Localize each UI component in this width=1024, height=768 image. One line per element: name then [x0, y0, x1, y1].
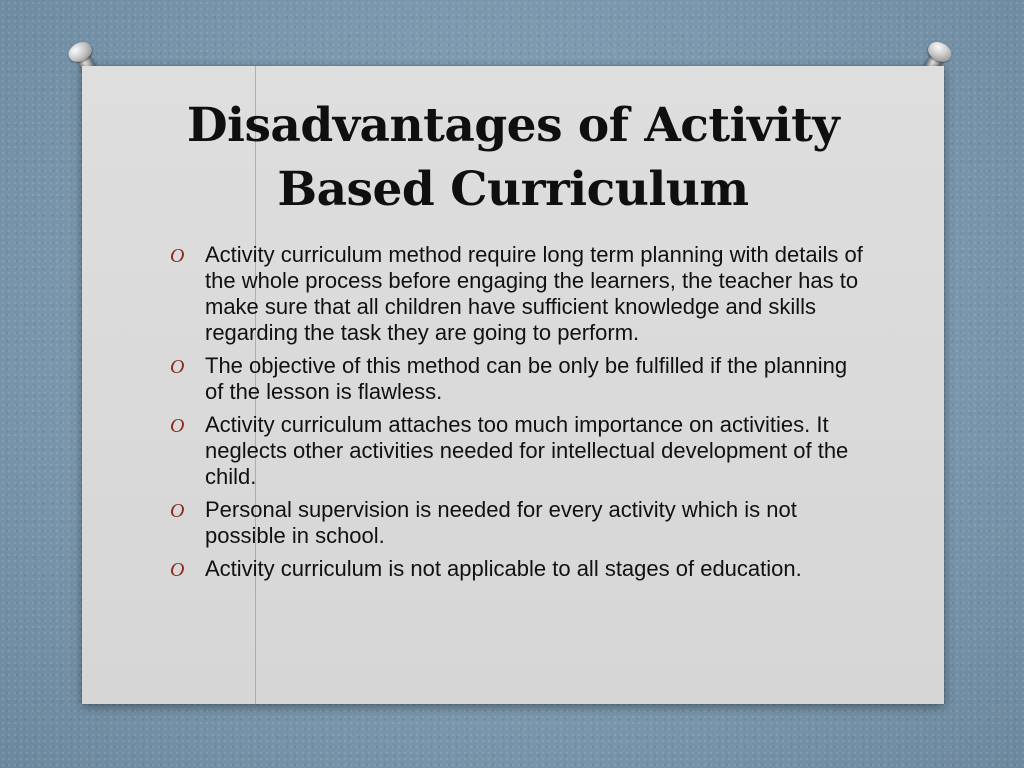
- bullet-item: [170, 353, 870, 405]
- slide-title-line: Based Curriculum: [277, 162, 749, 217]
- bullet-item: [170, 497, 870, 549]
- bullet-marker-icon: O: [170, 500, 185, 522]
- slide-title-line: Disadvantages of Activity: [186, 98, 840, 153]
- bullet-text: Activity curriculum attaches too much importance on activities. It neglects other activities needed for intellectual development of the child.: [205, 412, 849, 489]
- bullet-item: [170, 412, 870, 490]
- bullet-list: [170, 242, 870, 589]
- bullet-text: Activity curriculum method require long term planning with details of the whole process before engaging the learners, the teacher has to make sure that all children have sufficient knowledge and skills regarding the task they are going to perform.: [205, 242, 863, 345]
- bullet-text: Personal supervision is needed for every activity which is not possible in school.: [205, 497, 797, 548]
- bullet-marker-icon: O: [170, 356, 185, 378]
- bullet-text: Activity curriculum is not applicable to all stages of education.: [205, 556, 802, 581]
- bullet-marker-icon: O: [170, 245, 185, 267]
- bullet-marker-icon: O: [170, 559, 185, 581]
- bullet-item: [170, 556, 870, 582]
- slide-card: [82, 66, 944, 704]
- slide-title: [142, 94, 884, 222]
- bullet-text: The objective of this method can be only be fulfilled if the planning of the lesson is flawless.: [205, 353, 848, 404]
- bullet-marker-icon: O: [170, 415, 185, 437]
- bullet-item: [170, 242, 870, 346]
